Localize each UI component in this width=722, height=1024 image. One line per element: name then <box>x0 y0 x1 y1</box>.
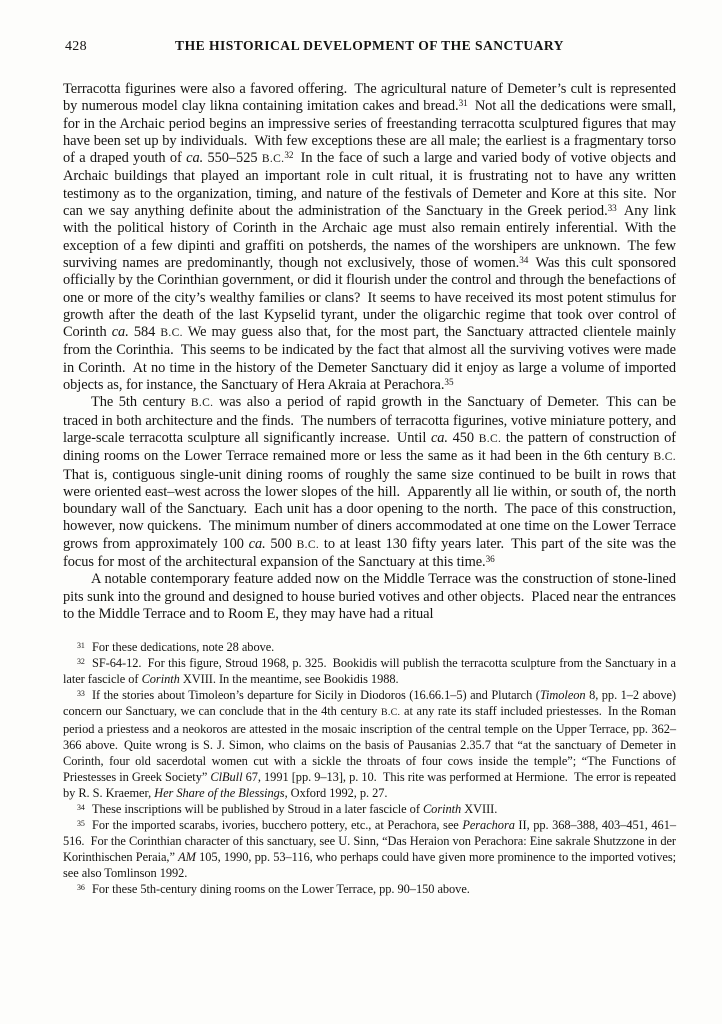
footnote-ref: 32 <box>284 150 294 161</box>
paragraph: Terracotta figurines were also a favored offering. The agricultural nature of Demeter’s cult is represented by numerous model clay likna containing imitation cakes and bread.$^{31}$ Not all the dedications were small, for in the Archaic period begins an impressive series of freestanding terracotta sculptured figures that may have been set up by individuals. With few exceptions these are all male; the earliest is a fragmentary torso of a draped youth of ca. 550–525 B.C.$^{32}$ In the face of such a large and varied body of votive objects and Archaic buildings that played an important role in cult ritual, it is frustrating not to have any written testimony as to the organization, timing, and nature of the festivals of Demeter and Kore at this site. Nor can we say anything definite about the administration of the Sanctuary in the Greek period.$^{33}$ Any link with the political history of Corinth in the Archaic age must also remain entirely inferential. With the exception of a few dipinti and graffiti on potsherds, the names of the worshipers are unknown. The few surviving names are predominantly, though not exclusively, those of women.$^{34}$ Was this cult sponsored officially by the Corinthian government, or did it flourish under the control and through the benefactions of one or more of the city’s wealthy families or clans? It seems to have received its most potent stimulus for growth after the death of the last Kypselid tyrant, under the oligarchic regime that took over control of Corinth ca. 584 B.C. We may guess also that, for the most part, the Sanctuary attracted clientele mainly from the Corinthia. This seems to be indicated by the fact that almost all the surviving votives were made in Corinth. At no time in the history of the Demeter Sanctuary did it enjoy as large a volume of imported objects as, for instance, the Sanctuary of Hera Akraia at Perachora.$^{35}$ <box>63 81 677 394</box>
footnote-ref: 36 <box>485 553 495 564</box>
italic-text: ClBull <box>210 770 243 785</box>
italic-text: ca. <box>111 324 129 341</box>
footnote: $^{32}$ SF-64-12. For this figure, Stroud 1968, p. 325. Bookidis will publish the terracotta sculpture from the Sanctuary in a later fascicle of Corinth XVIII. In the meantime, see Bookidis 1988. <box>63 656 676 687</box>
smallcaps-text: B.C. <box>653 451 676 464</box>
footnote: $^{35}$ For the imported scarabs, ivories, bucchero pottery, etc., at Perachora, see Perachora II, pp. 368–388, 403–451, 461–516. For the Corinthian character of this sanctuary, see U. Sinn, “Das Heraion von Perachora: Eine sakrale Shutzzone in der Korinthischen Peraia,” AM 105, 1990, pp. 53–116, who perhaps could have given more prominence to the imported votives; see also Tomlinson 1992. <box>63 818 676 881</box>
smallcaps-text: B.C. <box>380 707 401 719</box>
italic-text: Her Share of the Blessings <box>154 786 285 801</box>
italic-text: ca. <box>248 535 266 552</box>
footnote-ref: 33 <box>607 202 617 213</box>
paragraph: A notable contemporary feature added now on the Middle Terrace was the construction of stone-lined pits sunk into the ground and designed to house buried votives and other objects. Placed near the entrances to the Middle Terrace and to Room E, they may have had a ritual <box>63 571 676 622</box>
smallcaps-text: B.C. <box>190 397 214 410</box>
footnote-ref: 31 <box>458 98 468 109</box>
page-header <box>63 38 676 58</box>
footnote: $^{31}$ For these dedications, note 28 above. <box>77 640 275 655</box>
italic-text: Corinth <box>422 802 462 817</box>
footnote-ref: 34 <box>519 254 529 265</box>
italic-text: AM <box>178 850 196 865</box>
page-number: 428 <box>65 39 87 54</box>
italic-text: Perachora <box>462 818 515 833</box>
smallcaps-text: B.C. <box>160 327 183 340</box>
footnote-ref: 35 <box>444 376 454 387</box>
page-content <box>63 38 676 897</box>
footnote-number: 34 <box>77 802 85 812</box>
footnote: $^{33}$ If the stories about Timoleon’s departure for Sicily in Diodoros (16.66.1–5) and Plutarch (Timoleon 8, pp. 1–2 above) concern our Sanctuary, we can conclude that in the 4th century B.C. at any rate its staff included priestesses. In the Roman period a priestess and a neokoros are attested in the mosaic inscription of the central temple on the Upper Terrace, pp. 362–366 above. Quite wrong is S. J. Simon, who claims on the basis of Pausanias 2.35.7 that “at the sanctuary of Demeter in Corinth, four old sacerdotal women cut with a sickle the throats of four cows inside the temple”; “The Functions of Priestesses in Greek Society” ClBull 67, 1991 [pp. 9–13], p. 10. This rite was performed at Hermione. The error is repeated by R. S. Kraemer, Her Share of the Blessings, Oxford 1992, p. 27. <box>63 688 676 801</box>
smallcaps-text: B.C. <box>261 153 285 166</box>
italic-text: Timoleon <box>539 688 586 703</box>
footnote-number: 32 <box>77 656 85 666</box>
footnote-number: 36 <box>77 882 85 892</box>
footnote: $^{36}$ For these 5th-century dining rooms on the Lower Terrace, pp. 90–150 above. <box>77 882 470 897</box>
italic-text: ca. <box>186 150 204 167</box>
footnote-number: 31 <box>77 640 85 650</box>
italic-text: Corinth <box>141 672 180 687</box>
running-title: THE HISTORICAL DEVELOPMENT OF THE SANCTUARY <box>175 38 564 53</box>
footnote-number: 35 <box>77 818 85 828</box>
smallcaps-text: B.C. <box>478 432 502 445</box>
italic-text: ca. <box>430 429 448 446</box>
footnote: $^{34}$ These inscriptions will be published by Stroud in a later fascicle of Corinth XVIII. <box>77 802 498 817</box>
body-text <box>63 81 676 623</box>
smallcaps-text: B.C. <box>296 538 320 551</box>
paragraph: The 5th century B.C. was also a period of rapid growth in the Sanctuary of Demeter. This can be traced in both architecture and the finds. The numbers of terracotta figurines, votive miniature pottery, and large-scale terracotta sculpture all significantly increase. Until ca. 450 B.C. the pattern of construction of dining rooms on the Lower Terrace remained more or less the same as it had been in the 6th century B.C. That is, contiguous single-unit dining rooms of roughly the same size continued to be built in rows that were oriented east–west across the lower slopes of the hill. Apparently all lie within, or south of, the north boundary wall of the Sanctuary. Each unit has a door opening to the north. The pace of this construction, however, now quickens. The minimum number of diners accommodated at one time on the Lower Terrace grows from approximately 100 ca. 500 B.C. to at least 130 fifty years later. This part of the site was the focus for most of the architectural expansion of the Sanctuary at this time.$^{36}$ <box>63 394 677 571</box>
footnote-number: 33 <box>77 688 85 698</box>
footnotes-section <box>63 639 676 897</box>
